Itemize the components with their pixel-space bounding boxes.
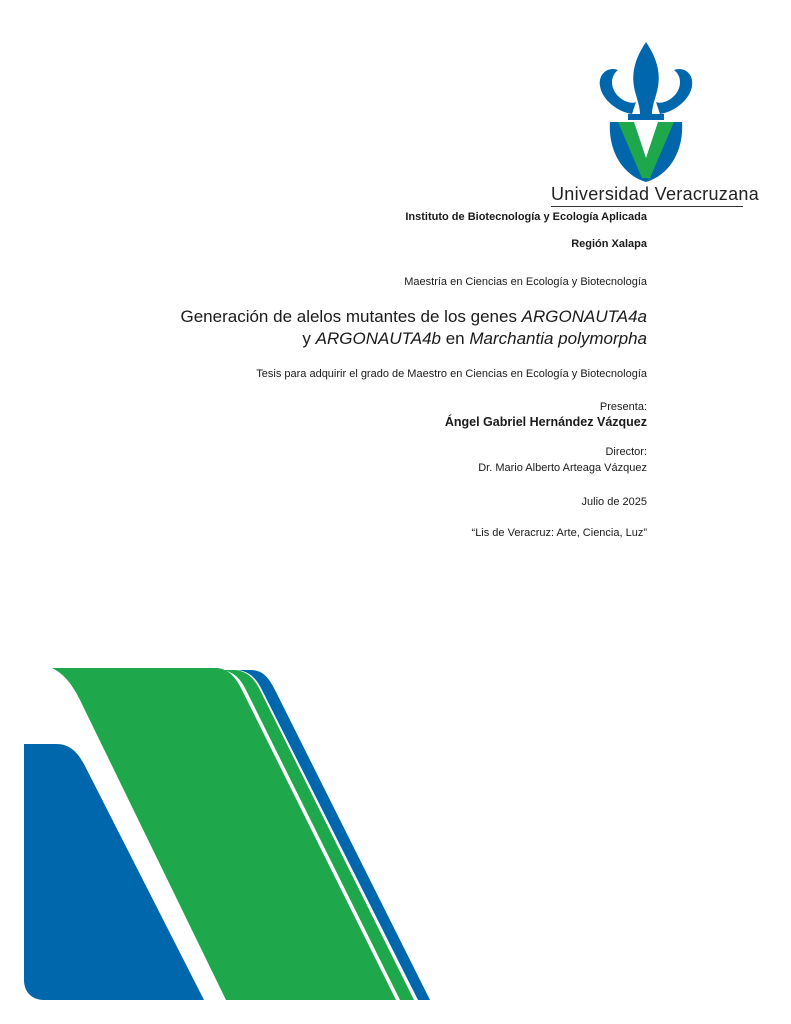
director-name: Dr. Mario Alberto Arteaga Vázquez [478,462,647,474]
species-name: Marchantia polymorpha [469,329,647,348]
date: Julio de 2025 [581,496,647,508]
title-line-1 [181,306,648,328]
region-name: Región Xalapa [571,238,647,250]
program-name: Maestría en Ciencias en Ecología y Biotecnología [404,276,647,288]
motto: “Lis de Veracruz: Arte, Ciencia, Luz” [471,527,647,539]
presenter-name: Ángel Gabriel Hernández Vázquez [444,415,647,429]
title-text-3: en [440,329,470,348]
decorative-swoosh [0,660,460,1024]
university-logo [588,40,704,185]
thesis-title [181,306,648,350]
thesis-purpose: Tesis para adquirir el grado de Maestro en Ciencias en Ecología y Biotecnología [256,368,647,380]
header-rule [551,206,743,207]
university-name: Universidad Veracruzana [551,184,760,204]
title-line-2 [181,328,648,350]
presenter-label: Presenta: [599,401,647,413]
director-label: Director: [605,446,647,458]
gene-b: ARGONAUTA4b [315,329,441,348]
title-text-1: Generación de alelos mutantes de los genes [180,307,522,326]
fleur-de-lis-icon [633,42,659,114]
gene-a: ARGONAUTA4a [521,307,647,326]
title-text-2: y [302,329,316,348]
institute-name: Instituto de Biotecnología y Ecología Aplicada [405,211,647,223]
